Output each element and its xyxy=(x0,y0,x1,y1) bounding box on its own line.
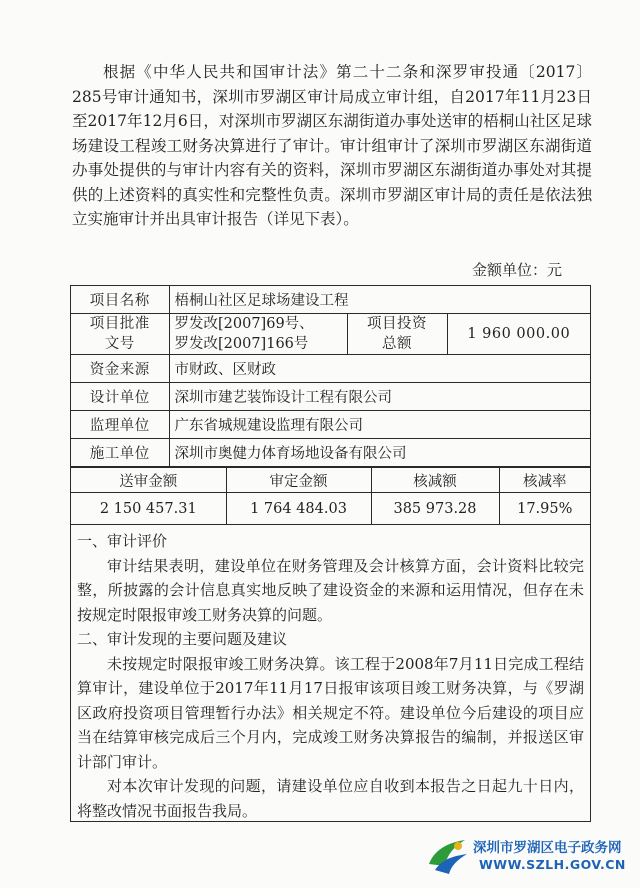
section-heading-findings: 二、审计发现的主要问题及建议 xyxy=(77,630,288,648)
investment-value: 1 960 000.00 xyxy=(447,314,590,355)
approval-label-line: 项目批准 xyxy=(89,316,150,332)
audit-table xyxy=(70,285,591,822)
table-row xyxy=(71,493,590,525)
amount-table xyxy=(71,467,590,525)
luohu-logo-icon xyxy=(425,834,469,876)
design-unit-label: 设计单位 xyxy=(71,383,169,411)
site-watermark xyxy=(425,830,630,880)
section-heading-evaluation: 一、审计评价 xyxy=(77,532,168,550)
construction-unit-value: 深圳市奥健力体育场地设备有限公司 xyxy=(169,439,590,467)
design-unit-value: 深圳市建艺装饰设计工程有限公司 xyxy=(169,383,590,411)
submitted-amount-value: 2 150 457.31 xyxy=(71,493,226,525)
reduction-amount-header: 核减额 xyxy=(371,468,499,493)
approval-label-line: 文号 xyxy=(104,336,135,352)
approved-amount-value: 1 764 484.03 xyxy=(226,493,371,525)
table-row xyxy=(71,439,590,467)
investment-label-line: 项目投资 xyxy=(367,316,427,332)
rectification-paragraph: 对本次审计发现的问题，请建设单位应自收到本报告之日起九十日内，将整改情况书面报告我局。 xyxy=(77,777,584,820)
evaluation-paragraph: 审计结果表明，建设单位在财务管理及会计核算方面，会计资料比较完整，所披露的会计信息真实地反映了建设资金的来源和运用情况，但存在未按规定时限报审竣工财务决算的问题。 xyxy=(77,556,584,624)
project-info-table xyxy=(71,286,590,467)
table-row xyxy=(71,314,590,355)
audit-evaluation-section xyxy=(71,525,590,823)
investment-label-line: 总额 xyxy=(382,336,412,352)
intro-text xyxy=(72,60,592,232)
watermark-title: 深圳市罗湖区电子政务网 xyxy=(473,840,622,856)
approval-value-line: 罗发改[2007]166号 xyxy=(174,336,309,352)
table-row xyxy=(71,468,590,493)
table-row xyxy=(71,411,590,439)
investment-label xyxy=(347,314,447,355)
approval-label xyxy=(71,314,169,355)
supervision-unit-value: 广东省城规建设监理有限公司 xyxy=(169,411,590,439)
findings-paragraph: 未按规定时限报审竣工财务决算。该工程于2008年7月11日完成工程结算审计，建设单位于2017年11月17日报审该项目竣工财务决算，与《罗湖区政府投资项目管理暂行办法》相关规定不符。建设单位今后建设的项目应当在结算审核完成后三个月内，完成竣工财务决算报告的编制，并报送区审计部门审计。 xyxy=(77,654,584,771)
unit-note: 金额单位：元 xyxy=(471,261,562,279)
table-row xyxy=(71,355,590,383)
watermark-url: WWW.SZLH.GOV.CN xyxy=(479,857,626,872)
table-row xyxy=(71,383,590,411)
approval-value-line: 罗发改[2007]69号、 xyxy=(174,316,314,332)
construction-unit-label: 施工单位 xyxy=(71,439,169,467)
project-name-label: 项目名称 xyxy=(71,286,169,314)
intro-paragraph: 根据《中华人民共和国审计法》第二十二条和深罗审投通〔2017〕 285号审计通知书，深圳市罗湖区审计局成立审计组，自2017年11月23日至2017年12月6日，对深圳市罗湖区东湖街道办事处送审的梧桐山社区足球场建设工程竣工财务决算进行了审计。审计组审计了深圳市罗湖区东湖街道办事处提供的与审计内容有关的资料，深圳市罗湖区东湖街道办事处对其提供的上述资料的真实性和完整性负责。深圳市罗湖区审计局的责任是依法独立实施审计并出具审计报告（详见下表）。 xyxy=(72,63,592,228)
table-row xyxy=(71,286,590,314)
fund-source-value: 市财政、区财政 xyxy=(169,355,590,383)
reduction-rate-header: 核减率 xyxy=(499,468,590,493)
supervision-unit-label: 监理单位 xyxy=(71,411,169,439)
approved-amount-header: 审定金额 xyxy=(226,468,371,493)
approval-value xyxy=(169,314,347,355)
fund-source-label: 资金来源 xyxy=(71,355,169,383)
reduction-rate-value: 17.95% xyxy=(499,493,590,525)
reduction-amount-value: 385 973.28 xyxy=(371,493,499,525)
project-name-value: 梧桐山社区足球场建设工程 xyxy=(169,286,590,314)
submitted-amount-header: 送审金额 xyxy=(71,468,226,493)
